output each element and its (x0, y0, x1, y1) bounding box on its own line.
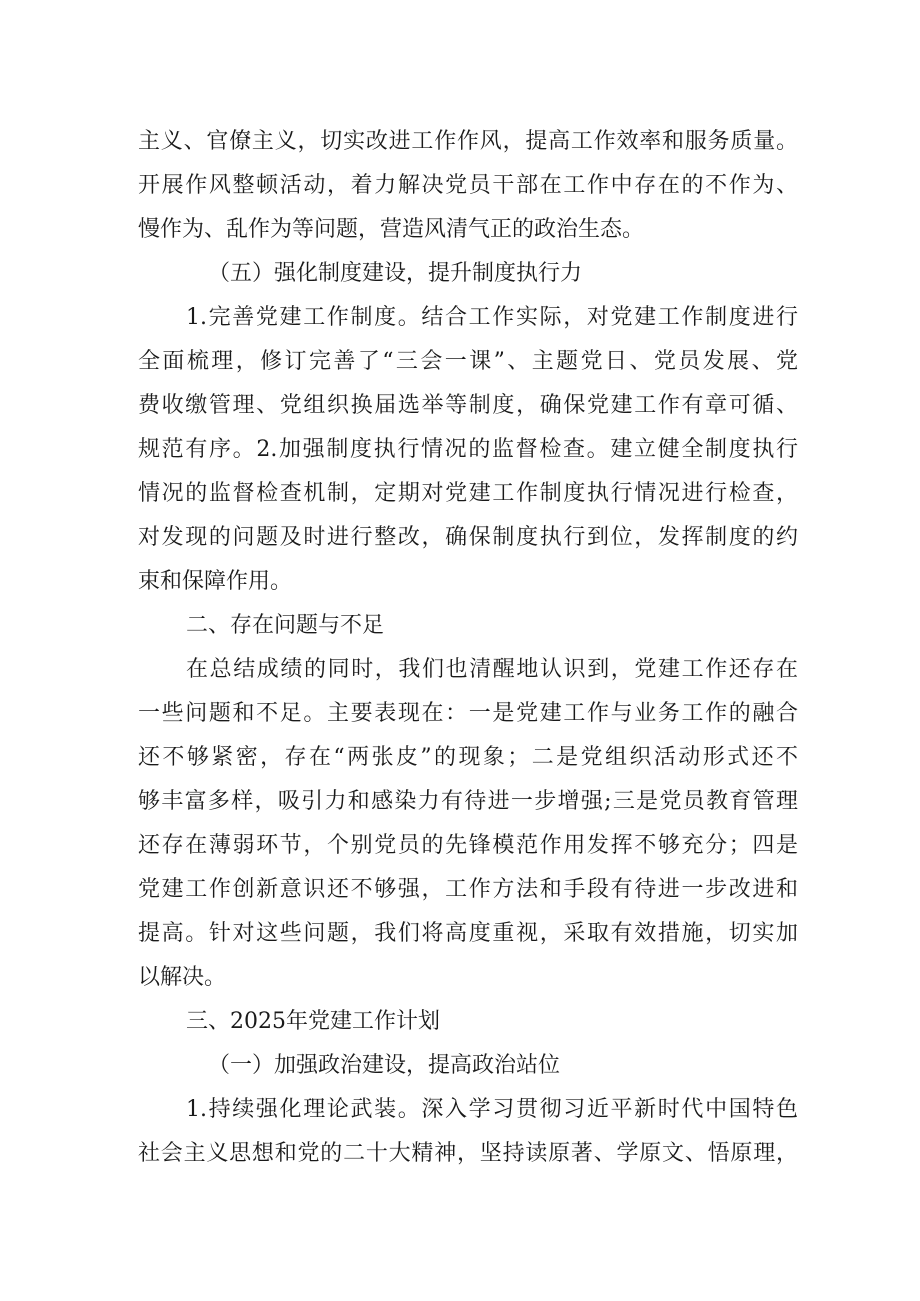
body-text-line: 提高。针对这些问题，我们将高度重视，采取有效措施，切实加 (138, 921, 798, 946)
section-heading: 二、存在问题与不足 (186, 613, 385, 638)
body-text-line: 束和保障作用。 (138, 569, 293, 594)
body-text-line: 费收缴管理、党组织换届选举等制度，确保党建工作有章可循、 (138, 393, 798, 418)
body-text-line: 1.持续强化理论武装。深入学习贯彻习近平新时代中国特色 (186, 1097, 798, 1122)
body-text-line: 对发现的问题及时进行整改，确保制度执行到位，发挥制度的约 (138, 525, 798, 550)
section-heading: 三、2025年党建工作计划 (186, 1009, 440, 1034)
body-text-line: 全面梳理，修订完善了“三会一课”、主题党日、党员发展、党 (138, 349, 798, 374)
body-text-line: 还不够紧密，存在“两张皮”的现象；二是党组织活动形式还不 (138, 745, 798, 770)
body-text-line: 情况的监督检查机制，定期对党建工作制度执行情况进行检查， (138, 481, 798, 506)
body-text-line: 主义、官僚主义，切实改进工作作风，提高工作效率和服务质量。 (138, 129, 798, 154)
body-text-line: 以解决。 (138, 965, 227, 990)
body-text-line: 党建工作创新意识还不够强，工作方法和手段有待进一步改进和 (138, 877, 798, 902)
body-text-line: 社会主义思想和党的二十大精神，坚持读原著、学原文、悟原理， (138, 1141, 798, 1166)
body-text-line: 规范有序。2.加强制度执行情况的监督检查。建立健全制度执行 (138, 437, 798, 462)
section-heading: （一）加强政治建设，提高政治站位 (208, 1053, 561, 1078)
body-text-line: 够丰富多样，吸引力和感染力有待进一步增强;三是党员教育管理 (138, 789, 798, 814)
body-text-line: 还存在薄弱环节，个别党员的先锋模范作用发挥不够充分；四是 (138, 833, 798, 858)
body-text-line: 在总结成绩的同时，我们也清醒地认识到，党建工作还存在 (186, 657, 798, 682)
body-text-line: 一些问题和不足。主要表现在：一是党建工作与业务工作的融合 (138, 701, 798, 726)
section-heading: （五）强化制度建设，提升制度执行力 (208, 261, 583, 286)
body-text-line: 1.完善党建工作制度。结合工作实际，对党建工作制度进行 (186, 305, 798, 330)
body-text-line: 开展作风整顿活动，着力解决党员干部在工作中存在的不作为、 (138, 173, 798, 198)
body-text-line: 慢作为、乱作为等问题，营造风清气正的政治生态。 (138, 217, 645, 242)
